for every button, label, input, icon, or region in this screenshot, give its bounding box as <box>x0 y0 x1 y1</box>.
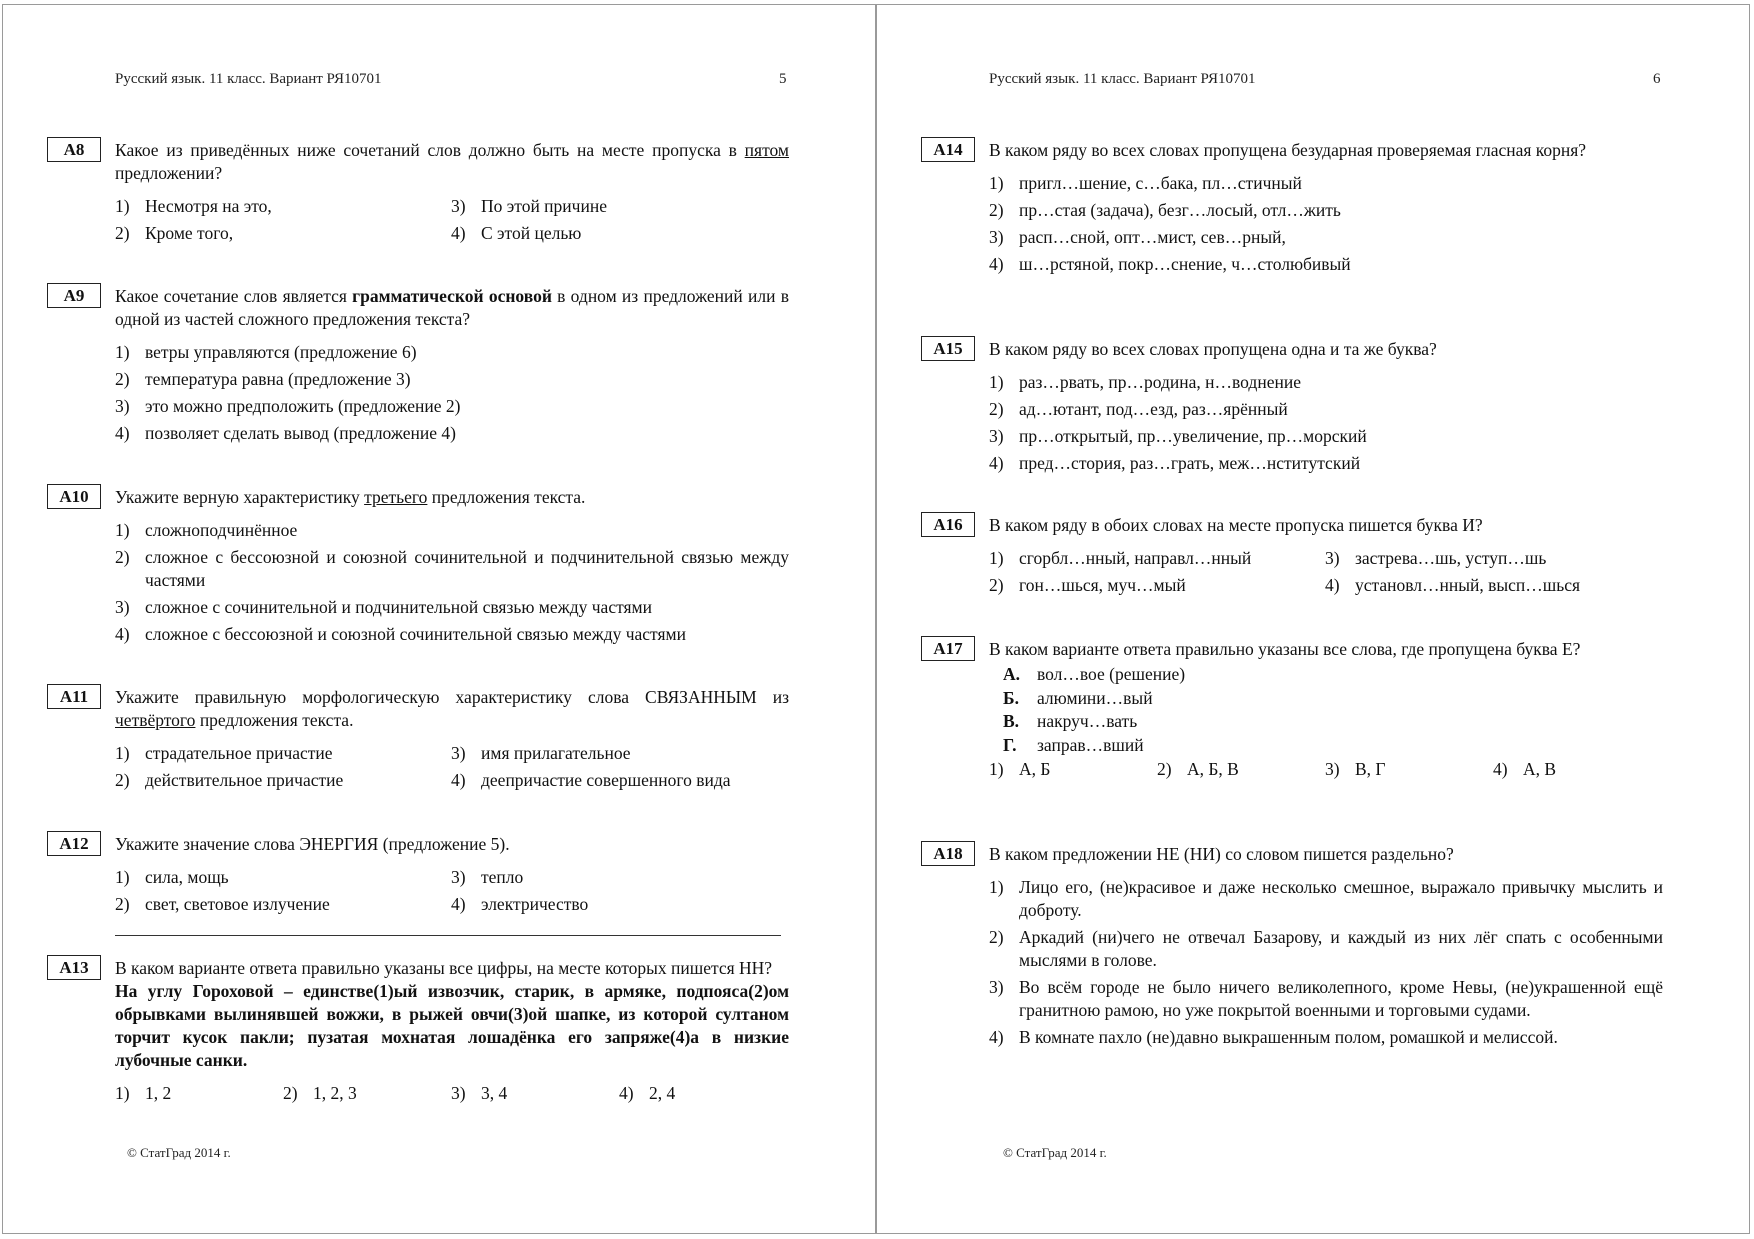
task-code: А14 <box>921 137 975 162</box>
option-2: 2) сложное с бессоюзной и союзной сочинительной и подчинительной связью между частями <box>115 547 789 590</box>
option-4: 4) электричество <box>451 894 589 914</box>
option-4: 4) установл…нный, высп…шься <box>1325 575 1581 595</box>
option-2: 2) пр…стая (задача), безг…лосый, отл…жить <box>989 200 1341 220</box>
task-a17 <box>933 636 1663 782</box>
task-a14 <box>933 137 1663 280</box>
task-a8 <box>63 137 789 251</box>
option-1: 1) раз…рвать, пр…родина, н…воднение <box>989 372 1301 392</box>
option-3: 3) застрева…шь, уступ…шь <box>1325 548 1547 568</box>
option-1: 1) страдательное причастие <box>115 743 333 763</box>
option-4: 4) позволяет сделать вывод (предложение 4) <box>115 423 456 443</box>
lettered-item: Б. алюмини…вый <box>1003 687 1153 708</box>
options <box>115 341 789 445</box>
task-code: А13 <box>47 955 101 980</box>
lettered-item: А. вол…вое (решение) <box>1003 664 1186 684</box>
option-1: 1) Несмотря на это, <box>115 196 272 216</box>
options <box>989 758 1663 782</box>
task-code: А12 <box>47 831 101 856</box>
options <box>989 172 1663 276</box>
option-3: 3) В, Г <box>1325 759 1386 779</box>
task-a12 <box>59 831 789 922</box>
option-1: 1) сгорбл…нный, направл…нный <box>989 548 1252 568</box>
option-2: 2) Кроме того, <box>115 223 234 243</box>
task-code: А18 <box>921 841 975 866</box>
option-3: 3) тепло <box>451 867 524 887</box>
option-4: 4) 2, 4 <box>619 1083 676 1103</box>
task-code: А10 <box>47 484 101 509</box>
option-1: 1) 1, 2 <box>115 1083 172 1103</box>
lettered-list <box>989 663 1663 757</box>
option-3: 3) расп…сной, опт…мист, сев…рный, <box>989 227 1286 247</box>
option-1: 1) сила, мощь <box>115 867 229 887</box>
question-text: Укажите значение слова ЭНЕРГИЯ (предложение 5). <box>115 834 510 854</box>
task-code: А17 <box>921 636 975 661</box>
task-code: А8 <box>47 137 101 162</box>
option-4: 4) В комнате пахло (не)давно выкрашенным полом, ромашкой и мелиссой. <box>989 1027 1558 1047</box>
task-a16 <box>933 512 1663 603</box>
options <box>115 1082 789 1106</box>
options <box>115 742 789 798</box>
options <box>115 519 789 646</box>
question-text: В каком варианте ответа правильно указаны все слова, где пропущена буква Е? <box>989 639 1581 659</box>
question-text: Какое сочетание слов является грамматической основой в одном из предложений или в одной из частей сложного предложения текста? <box>115 286 789 329</box>
option-1: 1) А, Б <box>989 759 1051 779</box>
lettered-item: Г. заправ…вший <box>1003 734 1144 755</box>
option-3: 3) 3, 4 <box>451 1083 508 1103</box>
option-3: 3) имя прилагательное <box>451 743 631 763</box>
page-number: 5 <box>779 71 787 87</box>
question-text: В каком предложении НЕ (НИ) со словом пишется раздельно? <box>989 844 1454 864</box>
page-header: Русский язык. 11 класс. Вариант РЯ10701 <box>989 71 1256 87</box>
option-2: 2) 1, 2, 3 <box>283 1083 357 1103</box>
question-text: Какое из приведённых ниже сочетаний слов должно быть на месте пропуска в пятом предложении? <box>115 140 789 183</box>
options <box>989 876 1663 1049</box>
option-2: 2) Аркадий (ни)чего не отвечал Базарову, и каждый из них лёг спать с особенными мыслями в голове. <box>989 927 1663 970</box>
option-1: 1) ветры управляются (предложение 6) <box>115 342 417 362</box>
page-footer: © СтатГрад 2014 г. <box>127 1145 231 1160</box>
option-2: 2) гон…шься, муч…мый <box>989 575 1186 595</box>
option-1: 1) сложноподчинённое <box>115 520 298 540</box>
option-3: 3) сложное с сочинительной и подчинительной связью между частями <box>115 597 652 617</box>
question-text: В каком ряду во всех словах пропущена безударная проверяемая гласная корня? <box>989 140 1587 160</box>
question-text: В каком ряду во всех словах пропущена одна и та же буква? <box>989 339 1437 359</box>
task-a11 <box>59 684 789 798</box>
options <box>115 866 789 922</box>
option-2: 2) А, Б, В <box>1157 759 1239 779</box>
option-2: 2) температура равна (предложение 3) <box>115 369 411 389</box>
option-2: 2) ад…ютант, под…езд, раз…ярённый <box>989 399 1288 419</box>
task-a10 <box>59 484 789 650</box>
option-3: 3) пр…открытый, пр…увеличение, пр…морский <box>989 426 1367 446</box>
option-3: 3) Во всём городе не было ничего великолепного, кроме Невы, (не)украшенной ещё гранитною рамою, но уже покрытой военными и торговыми судами. <box>989 977 1663 1020</box>
question-text: Укажите верную характеристику третьего предложения текста. <box>115 487 586 507</box>
task-code: А9 <box>47 283 101 308</box>
question-text: Укажите правильную морфологическую характеристику слова СВЯЗАННЫМ из четвёртого предложения текста. <box>115 687 789 730</box>
option-4: 4) пред…стория, раз…грать, меж…нститутский <box>989 453 1361 473</box>
divider <box>115 935 781 936</box>
options <box>989 371 1663 475</box>
page-number: 6 <box>1653 71 1661 87</box>
task-a15 <box>933 336 1663 479</box>
passage-text: На углу Гороховой – единстве(1)ый извозчик, старик, в армяке, подпояса(2)ом обрывками вылинявшей вожжи, в рыжей овчи(3)ой шапке, из которой султаном торчит кусок пакли; пузатая мохнатая лошадёнка его запряже(4)а в низкие лубочные санки. <box>115 981 789 1070</box>
task-code: А16 <box>921 512 975 537</box>
task-a9 <box>63 283 789 449</box>
options <box>115 195 789 251</box>
options <box>989 547 1663 603</box>
option-1: 1) Лицо его, (не)красивое и даже несколько смешное, выражало привычку мыслить и доброту. <box>989 877 1663 920</box>
task-a13 <box>59 955 789 1106</box>
option-1: 1) пригл…шение, с…бака, пл…стичный <box>989 173 1302 193</box>
lettered-item: В. накруч…вать <box>1003 711 1138 731</box>
option-4: 4) А, В <box>1493 759 1557 779</box>
question-text: В каком ряду в обоих словах на месте пропуска пишется буква И? <box>989 515 1483 535</box>
right-page <box>876 4 1750 1234</box>
page-footer: © СтатГрад 2014 г. <box>1003 1145 1107 1160</box>
option-4: 4) деепричастие совершенного вида <box>451 770 731 790</box>
page-header: Русский язык. 11 класс. Вариант РЯ10701 <box>115 71 382 87</box>
left-page <box>2 4 876 1234</box>
task-code: А11 <box>47 684 101 709</box>
option-4: 4) сложное с бессоюзной и союзной сочинительной связью между частями <box>115 624 686 644</box>
task-a18 <box>933 841 1663 1053</box>
option-4: 4) С этой целью <box>451 223 582 243</box>
option-4: 4) ш…рстяной, покр…снение, ч…столюбивый <box>989 254 1351 274</box>
option-3: 3) По этой причине <box>451 196 607 216</box>
task-code: А15 <box>921 336 975 361</box>
option-2: 2) действительное причастие <box>115 770 344 790</box>
option-2: 2) свет, световое излучение <box>115 894 330 914</box>
question-text: В каком варианте ответа правильно указаны все цифры, на месте которых пишется НН? <box>115 958 773 978</box>
option-3: 3) это можно предположить (предложение 2) <box>115 396 461 416</box>
